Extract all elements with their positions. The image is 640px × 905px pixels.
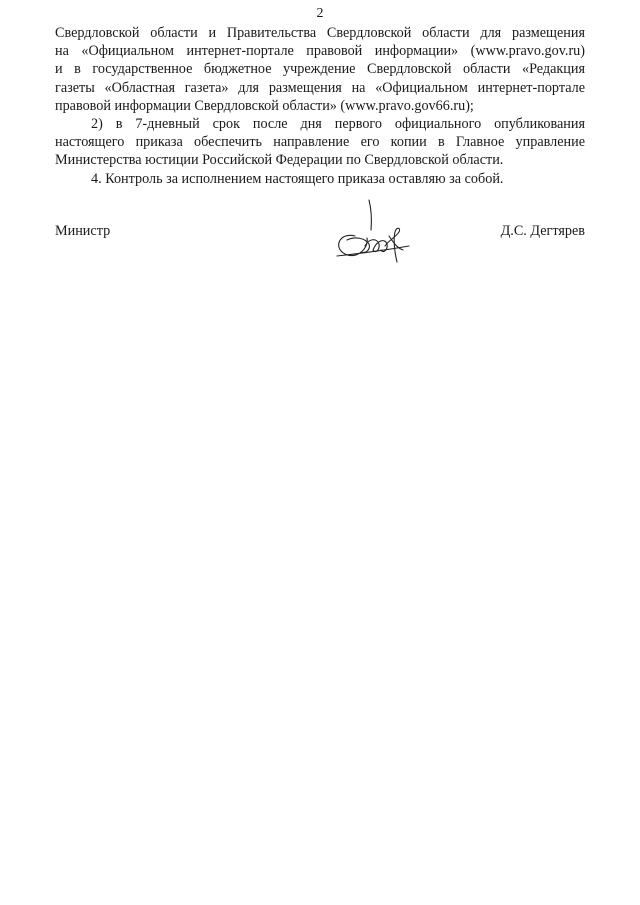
- handwritten-signature-icon: [325, 196, 415, 276]
- text-line: газеты «Областная газета» для размещения на «Официальном интернет-портале: [55, 79, 585, 96]
- document-body: [55, 24, 585, 188]
- text-line: и в государственное бюджетное учреждение Свердловской области «Редакция: [55, 61, 585, 78]
- text-line: 4. Контроль за исполнением настоящего приказа оставляю за собой.: [91, 170, 504, 187]
- text-line: на «Официальном интернет-портале правовой информации» (www.pravo.gov.ru): [55, 43, 585, 60]
- paragraph-item-2: [55, 115, 585, 170]
- text-line: Министерства юстиции Российской Федерации по Свердловской области.: [55, 152, 504, 169]
- signature-block: [55, 216, 585, 276]
- text-line: настоящего приказа обеспечить направление его копии в Главное управление: [55, 134, 585, 151]
- paragraph-item-4: [55, 170, 585, 188]
- page-number: 2: [316, 6, 324, 21]
- signatory-title: Министр: [55, 223, 111, 239]
- signatory-name: Д.С. Дегтярев: [500, 223, 585, 239]
- paragraph-distribution: [55, 24, 585, 115]
- text-line: Свердловской области и Правительства Свердловской области для размещения: [55, 25, 585, 41]
- text-line: правовой информации Свердловской области» (www.pravo.gov66.ru);: [55, 97, 474, 114]
- text-line: 2) в 7-дневный срок после дня первого официального опубликования: [91, 116, 585, 133]
